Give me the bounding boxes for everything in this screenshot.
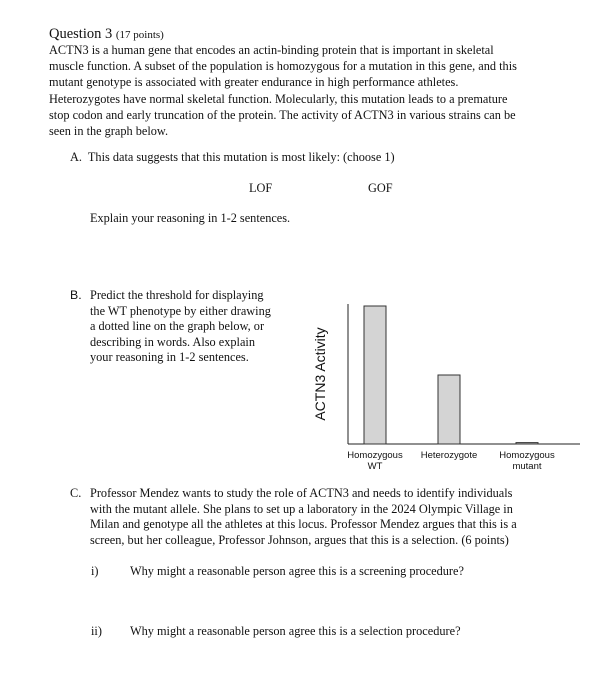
part-b-text: [90, 288, 271, 366]
part-a-letter: A.: [70, 150, 82, 164]
option-lof[interactable]: LOF: [249, 181, 273, 195]
part-c-line: screen, but her colleague, Professor Johnson, argues that this is a selection. (6 points): [90, 533, 509, 548]
option-gof[interactable]: GOF: [368, 181, 393, 195]
part-a-prompt: [70, 150, 395, 165]
sub-question-i-text: Why might a reasonable person agree this is a screening procedure?: [130, 564, 464, 578]
x-tick-label: WT: [367, 461, 383, 472]
intro-line: muscle function. A subset of the population is homozygous for a mutation in this gene, and this: [49, 59, 517, 74]
actn3-bar-chart[interactable]: [300, 290, 590, 480]
sub-question-i-number: i): [91, 564, 99, 578]
part-b-letter: B.: [70, 288, 82, 302]
y-axis-label: ACTN3 Activity: [312, 327, 328, 421]
question-points: (17 points): [115, 29, 164, 41]
bar-homozygous-mutant: [516, 443, 538, 444]
question-intro: [49, 42, 569, 139]
question-title-text: Question 3: [49, 26, 113, 42]
sub-question-ii-text: Why might a reasonable person agree this is a selection procedure?: [130, 624, 461, 638]
intro-line: Heterozygotes have normal skeletal function. Molecularly, this mutation leads to a premature: [49, 91, 508, 106]
part-a-text: This data suggests that this mutation is most likely: (choose 1): [87, 150, 395, 164]
intro-line: stop codon and early truncation of the protein. The activity of ACTN3 in various strains can be: [49, 107, 516, 122]
part-b-line: describing in words. Also explain: [90, 334, 255, 349]
intro-line: ACTN3 is a human gene that encodes an actin-binding protein that is important in skeletal: [49, 43, 494, 57]
part-c-letter: C.: [70, 486, 82, 500]
part-a-explain: Explain your reasoning in 1-2 sentences.: [90, 211, 291, 225]
part-b-line: a dotted line on the graph below, or: [90, 319, 265, 333]
part-c-line: Professor Mendez wants to study the role of ACTN3 and needs to identify individuals: [90, 486, 513, 500]
bar-homozygous-wt: [364, 306, 386, 444]
intro-line: mutant genotype is associated with greater endurance in high performance athletes.: [49, 75, 459, 90]
part-b-line: your reasoning in 1-2 sentences.: [90, 350, 249, 364]
bar-heterozygote: [438, 375, 460, 444]
x-tick-label: Heterozygote: [420, 450, 478, 461]
part-c-text: [90, 486, 517, 549]
x-tick-label: Homozygous: [347, 450, 403, 461]
x-tick-label: mutant: [512, 461, 542, 472]
intro-line: seen in the graph below.: [49, 124, 169, 139]
sub-question-ii-number: ii): [91, 624, 102, 638]
part-b-line: the WT phenotype by either drawing: [90, 303, 271, 318]
part-c-line: Milan and genotype all the athletes at this locus. Professor Mendez argues that this is a: [90, 517, 517, 532]
part-c-line: with the mutant allele. She plans to set up a laboratory in the 2024 Olympic Village in: [90, 501, 513, 516]
question-title: [49, 26, 164, 43]
x-tick-label: Homozygous: [499, 450, 555, 461]
part-b-line: Predict the threshold for displaying: [90, 288, 264, 302]
